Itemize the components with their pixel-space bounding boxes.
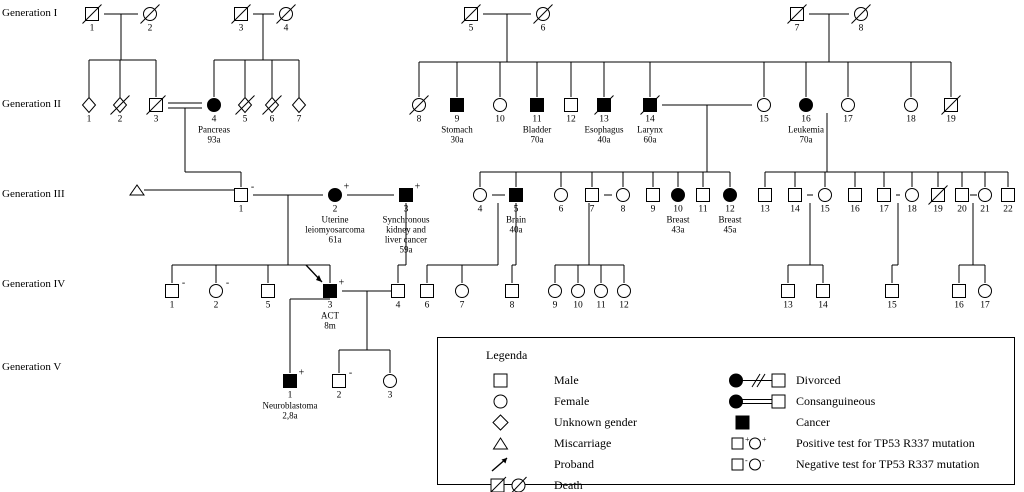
list-item (486, 391, 736, 411)
individual-I-6[interactable] (534, 5, 553, 34)
cancer-icon (728, 412, 796, 432)
list-item (728, 433, 1013, 453)
age-label: 40a (509, 224, 523, 235)
individual-II-7[interactable] (293, 98, 306, 125)
individual-id-label: 22 (1003, 204, 1013, 215)
individual-V-3[interactable] (384, 375, 397, 401)
individual-II-16[interactable] (788, 99, 824, 145)
individual-id-label: 18 (906, 114, 916, 125)
individual-I-7[interactable] (788, 5, 807, 34)
legend-label: Negative test for TP53 R337 mutation (796, 457, 980, 471)
individual-IV-2[interactable] (210, 278, 230, 311)
individual-II-17[interactable] (842, 99, 855, 125)
individual-III-9[interactable] (647, 189, 660, 215)
individual-id-label: 20 (957, 204, 967, 215)
individual-III-22[interactable] (1002, 189, 1015, 215)
individual-II-6[interactable] (263, 96, 282, 125)
age-label: 93a (207, 134, 221, 145)
list-item (728, 391, 1013, 411)
individual-IV-13[interactable] (782, 285, 795, 311)
individual-III-14[interactable] (789, 189, 802, 215)
individual-III-5[interactable] (506, 189, 526, 235)
diagnosis-label: Pancreas (198, 124, 230, 135)
diagnosis-label: Larynx (637, 124, 663, 135)
mutation-test-result: - (225, 277, 230, 289)
individual-IV-8[interactable] (506, 285, 519, 311)
individual-II-8[interactable] (410, 96, 429, 125)
individual-id-label: 13 (783, 300, 793, 311)
individual-IV-7[interactable] (456, 285, 469, 311)
individual-id-label: 12 (725, 204, 735, 215)
individual-II-4[interactable] (198, 99, 230, 145)
individual-IV-17[interactable] (979, 285, 992, 311)
individual-IV-4[interactable] (392, 285, 405, 311)
individual-id-label: 10 (673, 204, 683, 215)
individual-id-label: 2 (332, 204, 338, 215)
list-item (486, 412, 736, 432)
mutation-test-result: + (298, 367, 305, 379)
individual-id-label: 3 (153, 114, 159, 125)
individual-id-label: 1 (89, 23, 95, 34)
individual-III-13[interactable] (759, 189, 772, 215)
individual-III-16[interactable] (849, 189, 862, 215)
individual-id-label: 12 (566, 114, 576, 125)
list-item (486, 433, 736, 453)
age-label: 30a (450, 134, 464, 145)
individual-I-1[interactable] (83, 5, 102, 34)
individual-IV-16[interactable] (953, 285, 966, 311)
generation-label: Generation IV (2, 278, 66, 290)
individual-id-label: 11 (532, 114, 542, 125)
individual-id-label: 3 (327, 300, 333, 311)
individual-id-label: 8 (620, 204, 626, 215)
individual-id-label: 9 (454, 114, 460, 125)
individual-id-label: 16 (850, 204, 860, 215)
generation-label: Generation II (2, 98, 61, 110)
individual-id-label: 6 (540, 23, 546, 34)
individual-III-19[interactable] (929, 186, 948, 215)
age-label: 61a (328, 234, 342, 245)
individual-id-label: 4 (283, 23, 289, 34)
legend-label: Cancer (796, 415, 830, 429)
individual-II-15[interactable] (758, 99, 771, 125)
legend-box (437, 337, 1015, 492)
individual-id-label: 10 (495, 114, 505, 125)
individual-id-label: 18 (907, 204, 917, 215)
individual-id-label: 21 (980, 204, 990, 215)
individual-id-label: 9 (552, 300, 558, 311)
individual-III-11[interactable] (697, 189, 710, 215)
individual-id-label: 19 (933, 204, 943, 215)
legend-label: Male (554, 373, 579, 387)
svg-text:+: + (745, 435, 750, 444)
svg-text:+: + (762, 435, 767, 444)
individual-id-label: 8 (509, 300, 515, 311)
individual-id-label: 2 (117, 114, 123, 125)
individual-IV-10[interactable] (572, 285, 585, 311)
individual-id-label: 2 (213, 300, 219, 311)
list-item (486, 370, 736, 390)
individual-id-label: 7 (589, 204, 595, 215)
legend-label: Death (554, 478, 583, 492)
individual-III-3[interactable] (383, 182, 430, 255)
generation-label: Generation III (2, 188, 65, 200)
legend-column-right (728, 370, 1013, 475)
individual-id-label: 2 (336, 390, 342, 401)
individual-III-2[interactable] (305, 182, 364, 245)
individual-id-label: 1 (169, 300, 175, 311)
individual-IV-1[interactable] (166, 278, 186, 311)
individual-I-3[interactable] (232, 5, 251, 34)
individual-id-label: 8 (858, 23, 864, 34)
list-item (486, 475, 736, 492)
age-label: 45a (723, 224, 737, 235)
individual-id-label: 8 (416, 114, 422, 125)
legend-label: Positive test for TP53 R337 mutation (796, 436, 975, 450)
male-icon (486, 370, 554, 390)
diagnosis-label: Breast (718, 214, 742, 225)
individual-IV-9[interactable] (549, 285, 562, 311)
diagnosis-label: Stomach (441, 124, 473, 135)
individual-id-label: 2 (147, 23, 153, 34)
individual-id-label: 14 (818, 300, 828, 311)
individual-id-label: 3 (238, 23, 244, 34)
individual-id-label: 14 (645, 114, 655, 125)
diagnosis-label: Esophagus (584, 124, 624, 135)
consanguineous-icon (728, 391, 796, 411)
individual-id-label: 4 (211, 114, 217, 125)
individual-id-label: 3 (387, 390, 393, 401)
mutation-test-result: + (414, 181, 421, 193)
individual-id-label: 12 (619, 300, 629, 311)
individual-id-label: 6 (424, 300, 430, 311)
individual-id-label: 1 (238, 204, 244, 215)
individual-id-label: 3 (403, 204, 409, 215)
individual-id-label: 17 (879, 204, 889, 215)
legend-label: Female (554, 394, 590, 408)
individual-II-1[interactable] (83, 98, 96, 125)
individual-id-label: 13 (760, 204, 770, 215)
individual-id-label: 16 (954, 300, 964, 311)
age-label: 8m (324, 320, 336, 331)
svg-text:-: - (762, 456, 765, 465)
positive-test-icon (728, 433, 796, 453)
diagnosis-label: Bladder (522, 124, 552, 135)
individual-id-label: 5 (242, 114, 248, 125)
age-label: 40a (597, 134, 611, 145)
individual-id-label: 6 (558, 204, 564, 215)
diagnosis-label: Neuroblastoma (262, 400, 318, 411)
pedigree-connector-lines (86, 14, 1008, 373)
individual-IV-14[interactable] (817, 285, 830, 311)
list-item (728, 412, 1013, 432)
unknown-gender-icon (486, 412, 554, 432)
diagnosis-label: Brain (506, 214, 526, 225)
individual-id-label: 15 (820, 204, 830, 215)
individual-id-label: 5 (513, 204, 519, 215)
diagnosis-label: Synchronous kidney and liver cancer (382, 214, 430, 245)
proband-arrow-icon (486, 454, 554, 474)
individual-id-label: 4 (395, 300, 401, 311)
individual-id-label: 5 (468, 23, 474, 34)
individual-II-11[interactable] (523, 99, 552, 145)
individual-V-1[interactable] (263, 368, 318, 421)
individual-III-8[interactable] (617, 189, 630, 215)
individual-II-10[interactable] (494, 99, 507, 125)
individual-II-19[interactable] (942, 96, 961, 125)
age-label: 2,8a (282, 410, 298, 421)
individual-II-12[interactable] (565, 99, 578, 125)
individual-IV-15[interactable] (886, 285, 899, 311)
individual-id-label: 11 (596, 300, 606, 311)
individual-IV-3[interactable] (306, 265, 345, 331)
individual-IV-12[interactable] (618, 285, 631, 311)
individual-III-15[interactable] (819, 189, 832, 215)
diagnosis-label: Breast (666, 214, 690, 225)
age-label: 70a (799, 134, 813, 145)
death-icon (486, 475, 554, 492)
mutation-test-result: + (338, 277, 345, 289)
individual-id-label: 7 (794, 23, 800, 34)
individual-V-2[interactable] (333, 368, 353, 401)
individual-IV-11[interactable] (595, 285, 608, 311)
individual-II-3[interactable] (147, 96, 166, 125)
individual-id-label: 6 (269, 114, 275, 125)
individual-II-5[interactable] (236, 96, 255, 125)
individual-id-label: 17 (843, 114, 853, 125)
legend-label: Proband (554, 457, 594, 471)
legend-label: Unknown gender (554, 415, 637, 429)
list-item (728, 370, 1013, 390)
individual-id-label: 14 (790, 204, 800, 215)
mutation-test-result: + (343, 181, 350, 193)
individual-id-label: 15 (887, 300, 897, 311)
age-label: 59a (399, 244, 413, 255)
divorced-icon (728, 370, 796, 390)
svg-text:-: - (745, 456, 748, 465)
legend-label: Miscarriage (554, 436, 612, 450)
diagnosis-label: ACT (321, 310, 339, 321)
individual-III-12[interactable] (719, 189, 742, 235)
list-item (728, 454, 1013, 474)
individual-III-4[interactable] (474, 189, 487, 215)
individual-id-label: 13 (599, 114, 609, 125)
individual-III-tri[interactable] (130, 185, 144, 195)
individual-id-label: 11 (698, 204, 708, 215)
individual-id-label: 19 (946, 114, 956, 125)
individual-III-6[interactable] (555, 189, 568, 215)
individual-I-8[interactable] (852, 5, 871, 34)
individual-id-label: 17 (980, 300, 990, 311)
individual-III-10[interactable] (667, 189, 690, 235)
individual-id-label: 4 (477, 204, 483, 215)
age-label: 60a (643, 134, 657, 145)
individual-II-9[interactable] (441, 99, 473, 145)
individual-II-2[interactable] (111, 96, 130, 125)
diagnosis-label: Leukemia (788, 124, 824, 135)
individual-III-17[interactable] (878, 189, 891, 215)
individual-III-1[interactable] (235, 182, 255, 215)
individual-I-4[interactable] (277, 5, 296, 34)
individual-III-21[interactable] (979, 189, 992, 215)
individual-I-2[interactable] (141, 5, 160, 34)
age-label: 43a (671, 224, 685, 235)
individual-id-label: 9 (650, 204, 656, 215)
legend-label: Consanguineous (796, 394, 876, 408)
individual-id-label: 10 (573, 300, 583, 311)
individual-id-label: 7 (459, 300, 465, 311)
individual-II-18[interactable] (905, 99, 918, 125)
legend-title: Legenda (486, 348, 528, 362)
individual-id-label: 15 (759, 114, 769, 125)
mutation-test-result: - (250, 181, 255, 193)
individual-id-label: 7 (296, 114, 302, 125)
age-label: 70a (530, 134, 544, 145)
individual-III-7[interactable] (586, 189, 599, 215)
diagnosis-label: Uterine leiomyosarcoma (305, 214, 365, 235)
female-icon (486, 391, 554, 411)
individual-id-label: 1 (287, 390, 293, 401)
legend-label: Divorced (796, 373, 841, 387)
individual-I-5[interactable] (462, 5, 481, 34)
individual-II-13[interactable] (585, 96, 624, 145)
individual-III-18[interactable] (906, 189, 919, 215)
negative-test-icon (728, 454, 796, 474)
individual-id-label: 16 (801, 114, 811, 125)
mutation-test-result: - (181, 277, 186, 289)
individual-id-label: 1 (86, 114, 92, 125)
individual-IV-6[interactable] (421, 285, 434, 311)
proband-arrow-icon (306, 265, 322, 282)
individual-III-20[interactable] (956, 189, 969, 215)
miscarriage-icon (486, 433, 554, 453)
individual-II-14[interactable] (637, 96, 663, 145)
generation-label: Generation I (2, 7, 58, 19)
legend-column-left (486, 370, 736, 492)
generation-label: Generation V (2, 361, 62, 373)
mutation-test-result: - (348, 367, 353, 379)
list-item (486, 454, 736, 474)
individual-IV-5[interactable] (262, 285, 275, 311)
individual-id-label: 5 (265, 300, 271, 311)
